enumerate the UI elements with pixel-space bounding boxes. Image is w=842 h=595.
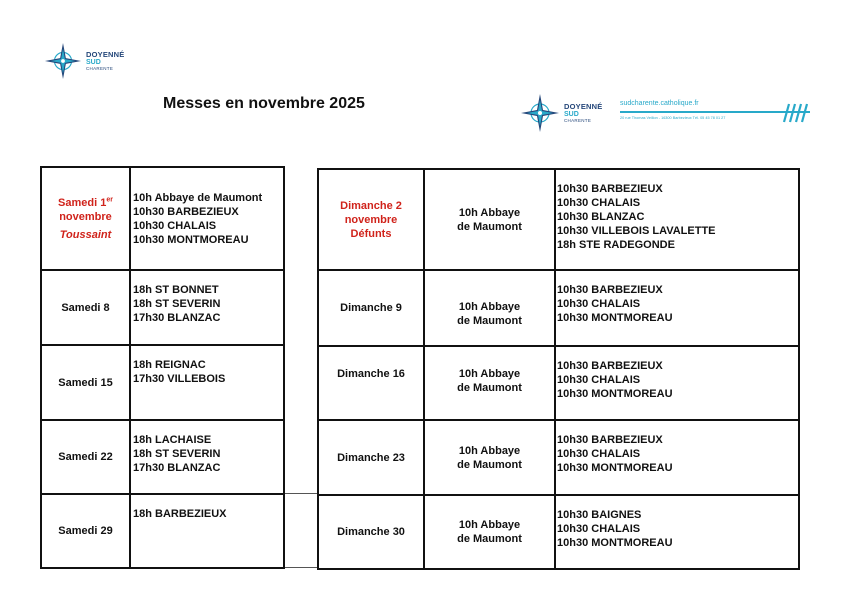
day-label-2: novembre (344, 213, 398, 226)
masses-cell (130, 420, 284, 494)
abbey-mass-cell (424, 169, 555, 270)
mass-entry: 10h Abbaye de Maumont (133, 191, 263, 204)
abbey-line-1: 10h Abbaye (458, 301, 521, 313)
mass-entry: 18h ST BONNET (133, 284, 219, 296)
mass-entry: 10h30 VILLEBOIS LAVALETTE (557, 225, 716, 237)
logo-line-2: SUD (564, 111, 579, 118)
day-cell (318, 346, 424, 420)
mass-entry: 10h30 MONTMOREAU (557, 388, 673, 400)
doyenne-logo (44, 42, 125, 80)
saturday-schedule-table (40, 166, 285, 569)
mass-entry: 18h ST SEVERIN (133, 298, 221, 310)
logo-line-1: DOYENNÉ (86, 49, 125, 59)
mass-entry: 10h30 CHALAIS (557, 298, 641, 310)
mass-entry: 10h30 CHALAIS (557, 448, 641, 460)
mass-entry: 10h30 BARBEZIEUX (557, 183, 663, 195)
mass-entry: 10h30 MONTMOREAU (557, 537, 673, 549)
table-row (318, 169, 799, 270)
slash-lines-icon (780, 102, 808, 124)
day-suffix: er (106, 195, 113, 203)
table-row (41, 270, 284, 345)
mass-entry: 18h LACHAISE (133, 434, 212, 446)
day-label-2: novembre (59, 210, 112, 223)
abbey-line-1: 10h Abbaye (458, 519, 521, 531)
day-cell (41, 270, 130, 345)
mass-entry: 10h30 MONTMOREAU (557, 462, 673, 474)
table-row (41, 345, 284, 420)
mass-entry: 10h30 CHALAIS (557, 523, 641, 535)
logo-line-3: CHARENTE (564, 118, 592, 123)
day-label-3: Défunts (350, 227, 392, 240)
mass-entry: 18h REIGNAC (133, 359, 206, 371)
compass-cross-icon (520, 93, 560, 133)
mass-entry: 10h30 BARBEZIEUX (133, 205, 239, 218)
table-row (318, 420, 799, 495)
abbey-line-2: de Maumont (457, 220, 522, 233)
abbey-line-2: de Maumont (457, 533, 522, 545)
table-row (318, 346, 799, 420)
mass-entry: 10h30 CHALAIS (133, 219, 217, 232)
abbey-mass-cell (424, 495, 555, 569)
website-text: sudcharente.catholique.fr (620, 100, 699, 107)
connector-line (284, 567, 318, 568)
mass-entry: 10h30 BARBEZIEUX (557, 434, 663, 446)
table-row (318, 495, 799, 569)
mass-entry: 17h30 VILLEBOIS (133, 373, 226, 385)
table-row (41, 167, 284, 270)
day-label: Samedi 22 (58, 451, 113, 463)
address-text: 20 rue Thomas Veillon - 16300 Barbezieux Tél. 05 45 78 01 27 (620, 116, 726, 120)
page-title: Messes en novembre 2025 (163, 95, 365, 112)
abbey-line-1: 10h Abbaye (458, 206, 521, 219)
masses-cell (555, 495, 799, 569)
abbey-line-2: de Maumont (457, 382, 522, 394)
masses-cell (130, 270, 284, 345)
day-cell (318, 420, 424, 495)
mass-entry: 10h30 BARBEZIEUX (557, 284, 663, 296)
masses-cell (555, 169, 799, 270)
masses-cell (555, 346, 799, 420)
doyenne-logo-secondary (520, 93, 603, 133)
abbey-line-2: de Maumont (457, 315, 522, 327)
mass-entry: 10h30 CHALAIS (557, 374, 641, 386)
mass-entry: 18h ST SEVERIN (133, 448, 221, 460)
mass-entry: 10h30 BAIGNES (557, 509, 642, 521)
day-cell (318, 169, 424, 270)
mass-entry: 17h30 BLANZAC (133, 312, 221, 324)
day-cell (41, 494, 130, 568)
mass-entry: 17h30 BLANZAC (133, 462, 221, 474)
masses-cell (130, 167, 284, 270)
mass-entry: 10h30 CHALAIS (557, 197, 641, 209)
masses-cell (130, 345, 284, 420)
abbey-mass-cell (424, 270, 555, 346)
abbey-line-1: 10h Abbaye (458, 444, 521, 457)
day-cell (318, 270, 424, 346)
logo-line-1: DOYENNÉ (564, 101, 603, 111)
mass-entry: 10h30 BARBEZIEUX (557, 360, 663, 372)
mass-entry: 10h30 MONTMOREAU (557, 312, 673, 324)
masses-cell (130, 494, 284, 568)
table-row (41, 420, 284, 494)
logo-line-3: CHARENTE (86, 66, 114, 71)
mass-entry: 18h STE RADEGONDE (557, 239, 675, 251)
day-label: Samedi 29 (58, 525, 113, 537)
day-label: Dimanche 16 (337, 368, 405, 380)
abbey-mass-cell (424, 420, 555, 495)
day-label: Dimanche 23 (337, 451, 405, 464)
abbey-line-1: 10h Abbaye (458, 368, 521, 380)
mass-entry: 10h30 BLANZAC (557, 211, 645, 223)
table-row (41, 494, 284, 568)
day-cell (318, 495, 424, 569)
day-cell (41, 420, 130, 494)
logo-line-2: SUD (86, 59, 101, 66)
day-cell (41, 167, 130, 270)
mass-entry: 10h30 MONTMOREAU (133, 233, 249, 246)
day-label: Samedi 8 (61, 301, 110, 314)
day-label: Dimanche 2 (340, 199, 402, 212)
day-label: Dimanche 9 (340, 302, 402, 314)
day-cell (41, 345, 130, 420)
contact-block (620, 100, 810, 128)
feast-label: Toussaint (59, 228, 112, 241)
abbey-line-2: de Maumont (457, 458, 522, 471)
masses-cell (555, 270, 799, 346)
masses-cell (555, 420, 799, 495)
mass-entry: 18h BARBEZIEUX (133, 508, 227, 520)
table-row (318, 270, 799, 346)
day-label: Samedi 1 (58, 196, 107, 209)
abbey-mass-cell (424, 346, 555, 420)
day-label: Dimanche 30 (337, 526, 405, 538)
day-label: Samedi 15 (58, 376, 113, 389)
compass-cross-icon (44, 42, 82, 80)
connector-line (284, 493, 318, 494)
sunday-schedule-table (317, 168, 800, 570)
